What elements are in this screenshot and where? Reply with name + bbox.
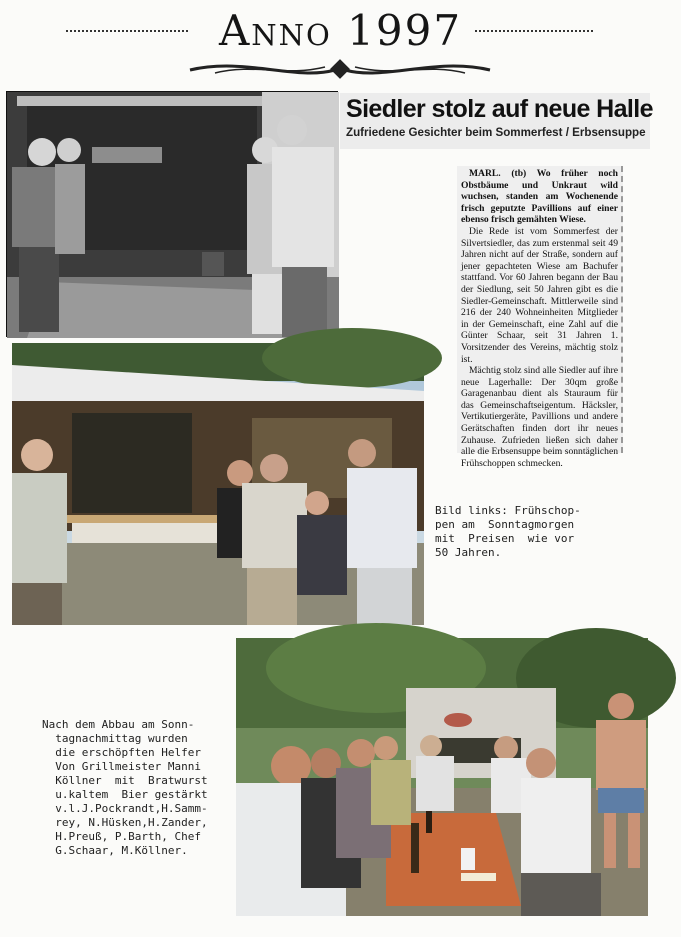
- photo-fruehschoppen-image: [12, 343, 424, 625]
- page-title: Anno 1997: [218, 6, 463, 55]
- article-headline-box: [340, 93, 653, 149]
- article-headline: Siedler stolz auf neue Halle: [346, 95, 653, 123]
- photo-garage-hall-image: [7, 92, 339, 338]
- header-dotted-line-left: [66, 30, 188, 32]
- header-dotted-line-right: [475, 30, 593, 32]
- photo-fruehschoppen: [12, 343, 424, 625]
- caption-fruehschoppen: Bild links: Frühschop- pen am Sonntagmorgen mit Preisen wie vor 50 Jahren.: [435, 504, 581, 559]
- caption-helpers: Nach dem Abbau am Sonn- tagnachmittag wurden die erschöpften Helfer Von Grillmeister Manni Köllner mit Bratwurst u.kaltem Bier gestärkt v.l.J.Pockrandt,H.Samm- rey, N.Hüsken,H.Zander, H.Preuß, P.Barth, Chef G.Schaar, M.Köllner.: [42, 718, 208, 857]
- photo-garage-hall: [6, 91, 338, 337]
- article-lead: MARL. (tb) Wo früher noch Obstbäume und Unkraut wild wuchsen, standen am Wochenende frisch geputzte Pavillions auf einer ebenso frisch gemähten Wiese.: [461, 168, 618, 226]
- ornament-divider-icon: [185, 55, 495, 85]
- photo-helpers-table-image: [236, 638, 648, 916]
- article-subheadline: Zufriedene Gesichter beim Sommerfest / Erbsensuppe: [346, 126, 646, 139]
- page-header: [0, 0, 681, 92]
- article-paragraph: Mächtig stolz sind alle Siedler auf ihre neue Lagerhalle: Der 30qm große Garagenanbau dient als Stauraum für das Gemeinschaftseigentum. Häcksler, Vertikutiergeräte, Pavillions und andere Gerätschaften finden dort ihr neues Zuhause. Zufrieden ließen sich daher alle die Erbsensuppe beim sonntäglichen Frühschoppen schmecken.: [461, 365, 618, 469]
- article-paragraph: Die Rede ist vom Sommerfest der Silvertsiedler, das zum erstenmal seit 49 Jahren nicht auf der Straße, sondern auf jener gepachteten Wiese am Bachufer stattfand. Vor 60 Jahren begann der Bau der Siedlung, seit 50 Jahren gibt es die Siedler-Gemeinschaft. Mittlerweile sind 216 der 240 Wohneinheiten Mitglieder in der Gemeinschaft, eine Zahl auf die Günter Schaar, seit 31 Jahren 1. Vorsitzender des Vereins, mächtig stolz ist.: [461, 225, 618, 365]
- photo-helpers-table: [236, 638, 648, 916]
- article-body: [457, 166, 623, 469]
